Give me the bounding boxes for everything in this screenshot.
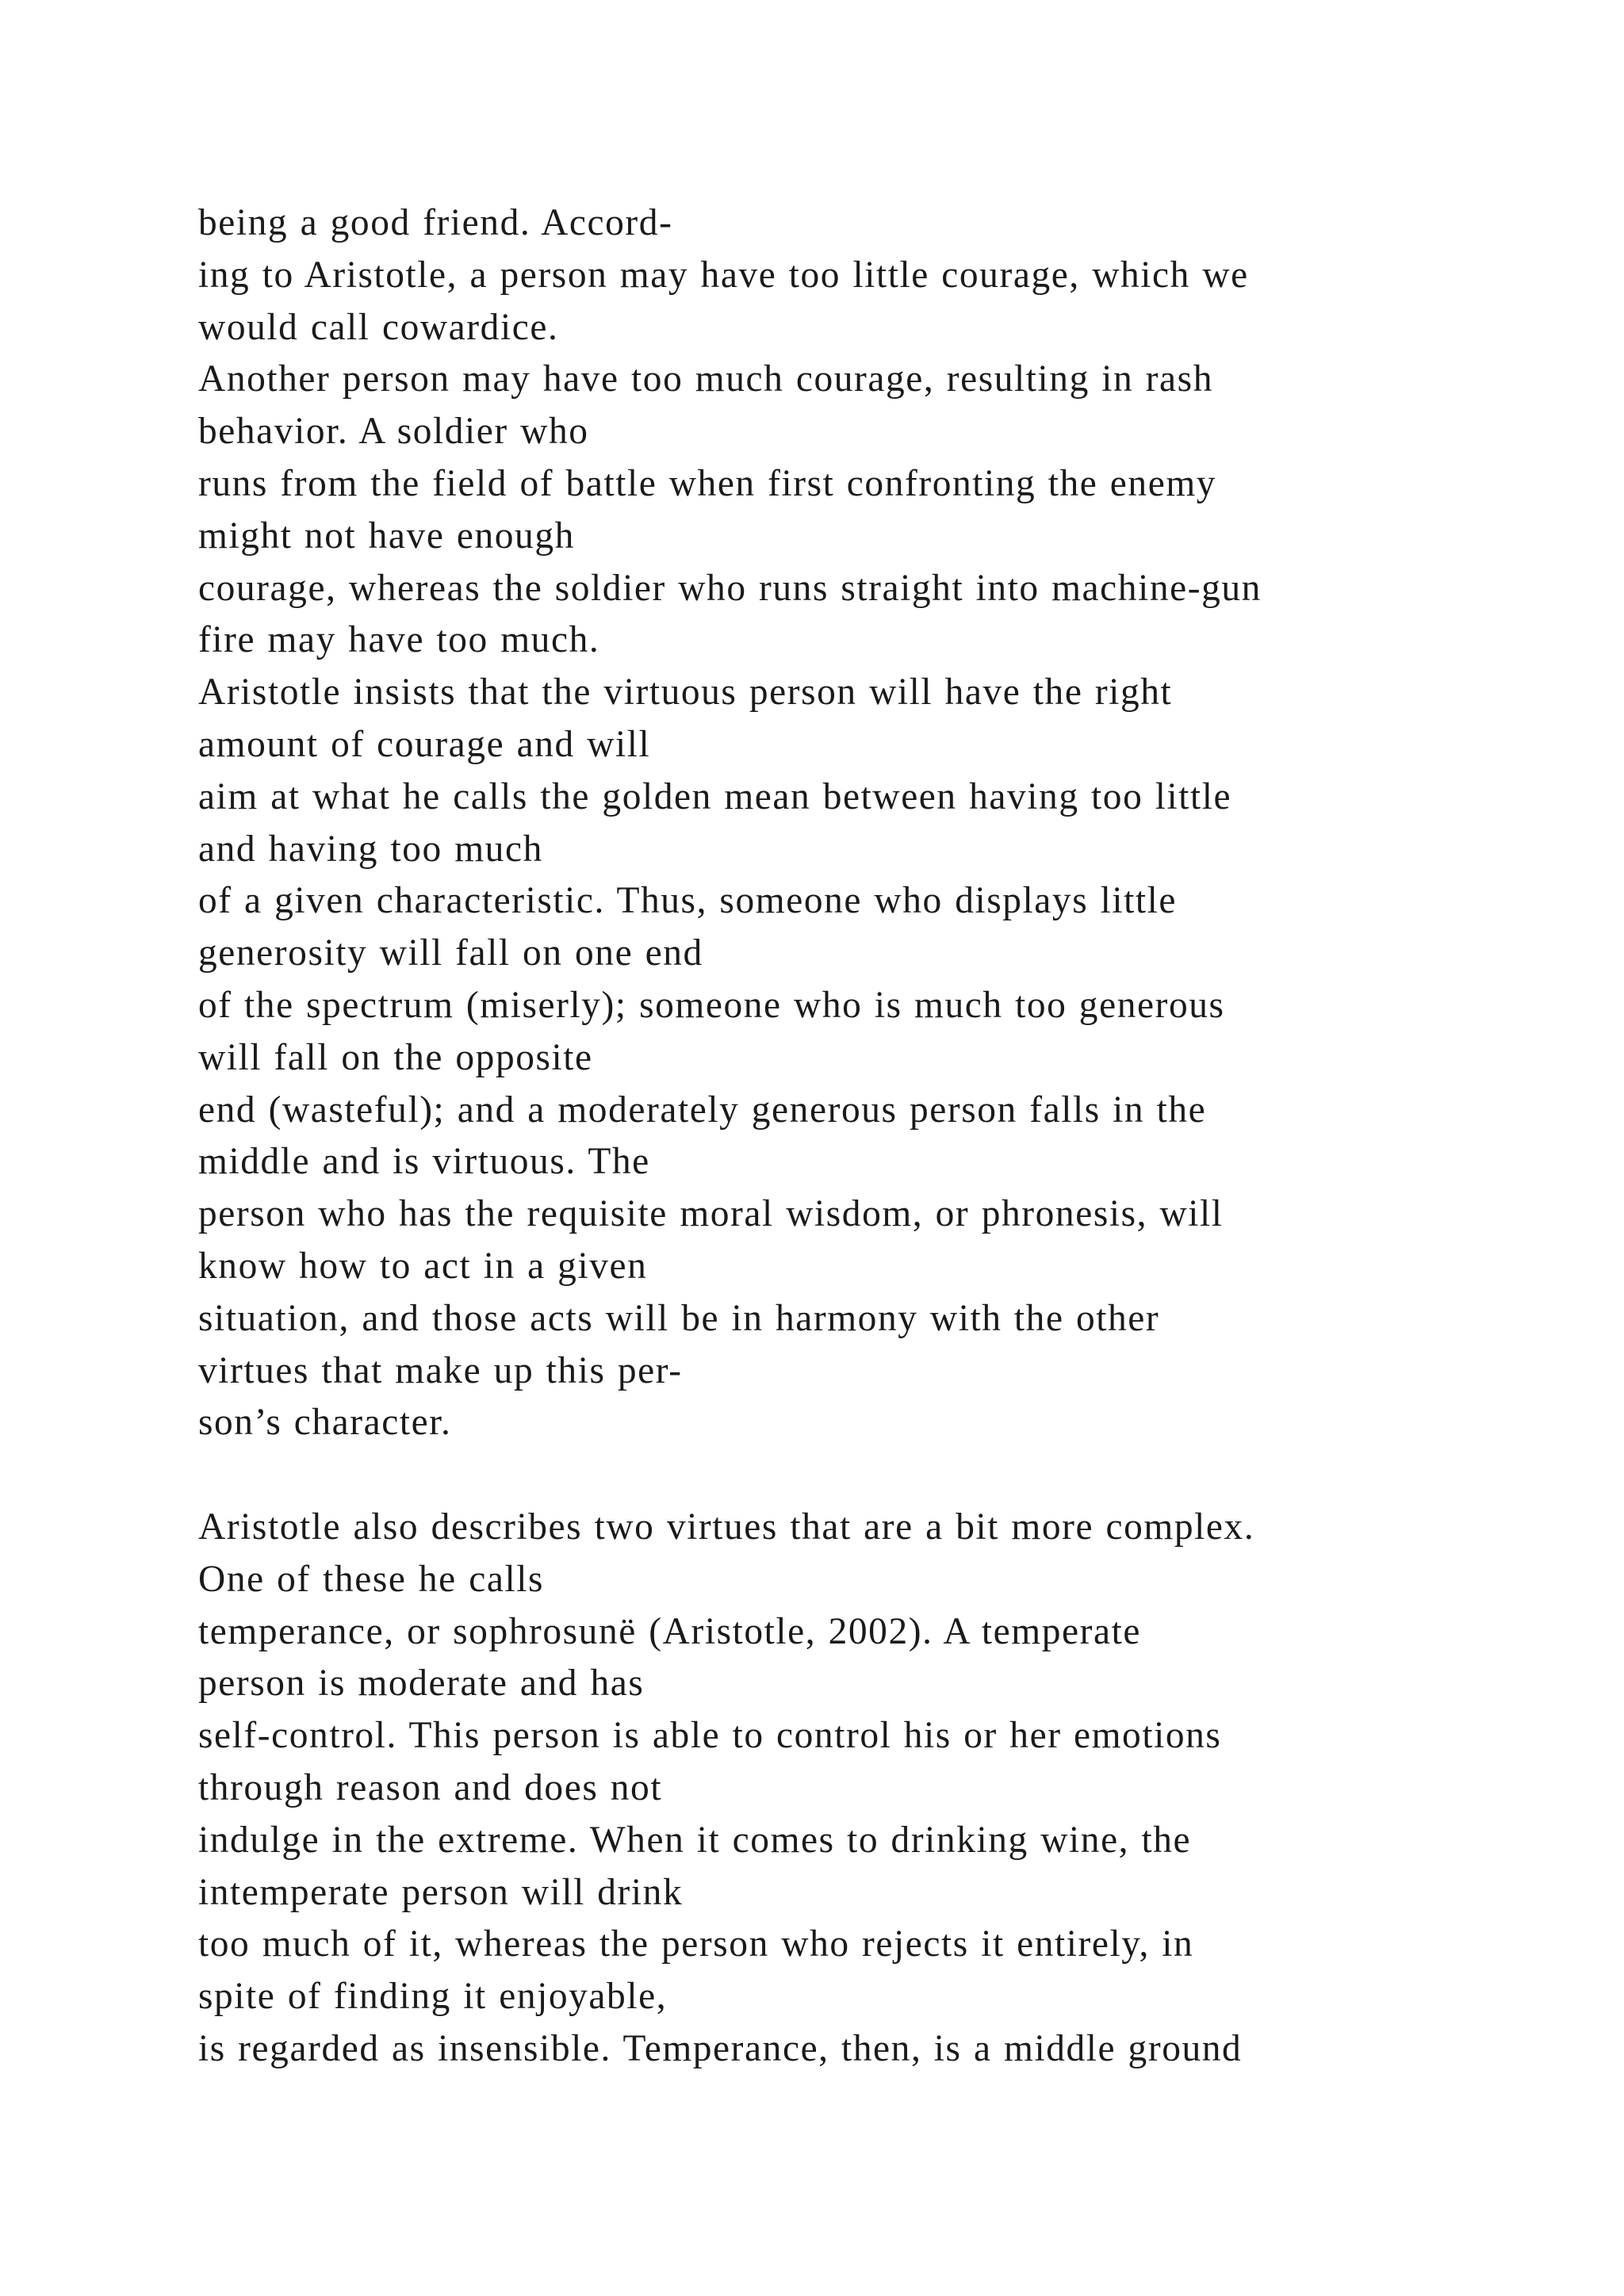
text-line: will fall on the opposite: [198, 1035, 593, 1078]
text-line: know how to act in a given: [198, 1244, 648, 1287]
text-line: ing to Aristotle, a person may have too little courage, which we: [198, 253, 1249, 296]
text-line: of a given characteristic. Thus, someone who displays little: [198, 879, 1178, 922]
text-line: person is moderate and has: [198, 1662, 645, 1705]
text-line: end (wasteful); and a moderately generous person falls in the: [198, 1088, 1207, 1131]
text-line: and having too much: [198, 827, 543, 870]
text-line: being a good friend. Accord-: [198, 201, 673, 243]
text-line: behavior. A soldier who: [198, 410, 589, 453]
text-line: self-control. This person is able to control his or her emotions: [198, 1714, 1222, 1757]
text-line: might not have enough: [198, 514, 575, 557]
text-line: is regarded as insensible. Temperance, then, is a middle ground: [198, 2026, 1243, 2069]
body-text: [198, 197, 1610, 2075]
text-line: son’s character.: [198, 1401, 452, 1444]
text-line: courage, whereas the soldier who runs straight into machine-gun: [198, 566, 1262, 609]
text-line: Aristotle insists that the virtuous person will have the right: [198, 671, 1173, 714]
text-line: Another person may have too much courage, resulting in rash: [198, 358, 1214, 400]
text-line: One of these he calls: [198, 1557, 544, 1600]
text-line: runs from the field of battle when first confronting the enemy: [198, 461, 1217, 504]
text-line: spite of finding it enjoyable,: [198, 1975, 668, 2018]
text-line: middle and is virtuous. The: [198, 1140, 650, 1183]
text-line: person who has the requisite moral wisdom, or phronesis, will: [198, 1192, 1224, 1235]
paragraph-break: [198, 1448, 1610, 1501]
text-line: intemperate person will drink: [198, 1870, 684, 1913]
text-line: temperance, or sophrosunë (Aristotle, 2002). A temperate: [198, 1609, 1142, 1652]
text-line: generosity will fall on one end: [198, 932, 703, 974]
text-line: through reason and does not: [198, 1766, 663, 1808]
text-line: virtues that make up this per-: [198, 1349, 683, 1391]
text-line: too much of it, whereas the person who rejects it entirely, in: [198, 1923, 1194, 1965]
text-line: would call cowardice.: [198, 305, 559, 348]
text-line: fire may have too much.: [198, 618, 600, 661]
text-line: of the spectrum (miserly); someone who is much too generous: [198, 983, 1225, 1026]
text-line: situation, and those acts will be in harmony with the other: [198, 1296, 1160, 1339]
text-line: indulge in the extreme. When it comes to drinking wine, the: [198, 1818, 1192, 1861]
text-line: Aristotle also describes two virtues that are a bit more complex.: [198, 1505, 1255, 1548]
text-line: amount of courage and will: [198, 722, 651, 765]
text-line: aim at what he calls the golden mean between having too little: [198, 775, 1232, 817]
